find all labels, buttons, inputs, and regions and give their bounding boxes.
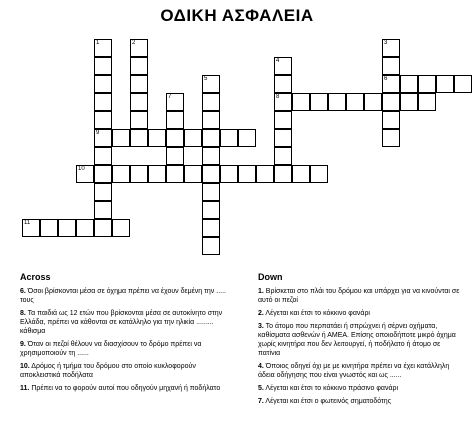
- grid-cell[interactable]: [274, 57, 292, 75]
- clue-number: 1: [96, 40, 100, 46]
- grid-cell[interactable]: [94, 39, 112, 57]
- clue-number: 6: [384, 76, 388, 82]
- grid-cell[interactable]: [382, 39, 400, 57]
- grid-cell[interactable]: [382, 75, 400, 93]
- grid-cell[interactable]: [220, 129, 238, 147]
- grid-cell[interactable]: [202, 219, 220, 237]
- grid-cell[interactable]: [202, 129, 220, 147]
- grid-cell[interactable]: [202, 201, 220, 219]
- grid-cell[interactable]: [274, 165, 292, 183]
- grid-cell[interactable]: [202, 111, 220, 129]
- grid-cell[interactable]: [94, 201, 112, 219]
- clue-across-11: 11. Πρέπει να το φορούν αυτοί που οδηγούν μηχανή ή ποδήλατο: [20, 385, 221, 392]
- grid-cell[interactable]: [148, 129, 166, 147]
- grid-cell[interactable]: [382, 93, 400, 111]
- grid-cell[interactable]: [310, 93, 328, 111]
- down-heading: Down: [258, 272, 283, 282]
- grid-cell[interactable]: [130, 165, 148, 183]
- grid-cell[interactable]: [112, 165, 130, 183]
- grid-cell[interactable]: [58, 219, 76, 237]
- clue-down-4: 4. Όποιος οδηγεί όχι με με κινητήρα πρέπει να έχει κατάλληλη άδεια οδήγησης που είναι γνωστός και ως ......: [258, 363, 450, 379]
- grid-cell[interactable]: [382, 129, 400, 147]
- grid-cell[interactable]: [274, 111, 292, 129]
- grid-cell[interactable]: [292, 165, 310, 183]
- grid-cell[interactable]: [202, 75, 220, 93]
- grid-cell[interactable]: [94, 165, 112, 183]
- grid-cell[interactable]: [202, 237, 220, 255]
- clue-across-9: 9. Όταν οι πεζοί θέλουν να διασχίσουν το δρόμο πρέπει να χρησιμοποιούν τη ......: [20, 341, 202, 357]
- grid-cell[interactable]: [94, 111, 112, 129]
- grid-cell[interactable]: [418, 93, 436, 111]
- clue-number: 2: [132, 40, 136, 46]
- across-heading: Across: [20, 272, 51, 282]
- clue-number: 11: [24, 220, 31, 226]
- clue-down-7: 7. Λέγεται και έτσι ο φωτεινός σηματοδότης: [258, 398, 392, 405]
- grid-cell[interactable]: [76, 219, 94, 237]
- grid-cell[interactable]: [418, 75, 436, 93]
- grid-cell[interactable]: [382, 57, 400, 75]
- grid-cell[interactable]: [148, 165, 166, 183]
- grid-cell[interactable]: [94, 57, 112, 75]
- clue-number: 5: [204, 76, 208, 82]
- grid-cell[interactable]: [166, 93, 184, 111]
- clue-number: 9: [96, 130, 100, 136]
- grid-cell[interactable]: [166, 165, 184, 183]
- puzzle-title: ΟΔΙΚΗ ΑΣΦΑΛΕΙΑ: [160, 6, 314, 25]
- grid-cell[interactable]: [364, 93, 382, 111]
- grid-cell[interactable]: [94, 75, 112, 93]
- across-clues: [20, 273, 228, 397]
- grid-cell[interactable]: [382, 111, 400, 129]
- grid-cell[interactable]: [76, 165, 94, 183]
- clue-number: 7: [168, 94, 172, 100]
- grid-cell[interactable]: [274, 93, 292, 111]
- clue-down-1: 1. Βρίσκεται στο πλάι του δρόμου και υπάρχει για να κινούνται σε αυτό οι πεζοί: [258, 288, 460, 304]
- grid-cell[interactable]: [346, 93, 364, 111]
- grid-cell[interactable]: [94, 219, 112, 237]
- grid-cell[interactable]: [202, 147, 220, 165]
- grid-cell[interactable]: [130, 111, 148, 129]
- grid-cell[interactable]: [436, 75, 454, 93]
- grid-cell[interactable]: [112, 129, 130, 147]
- grid-cell[interactable]: [292, 93, 310, 111]
- grid-cell[interactable]: [202, 93, 220, 111]
- clue-across-6: 6. Όσοι βρίσκονται μέσα σε όχημα πρέπει να έχουν δεμένη την ..... τους: [20, 288, 226, 304]
- grid-cell[interactable]: [400, 93, 418, 111]
- clue-across-8: 8. Τα παιδιά ως 12 ετών που βρίσκονται μέσα σε αυτοκίνητο στην Ελλάδα, πρέπει να κάθονται σε κατάλληλο για την ηλικία ......... κάθισμα: [20, 310, 223, 335]
- grid-cell[interactable]: [94, 183, 112, 201]
- clue-number: 8: [276, 94, 280, 100]
- grid-cell[interactable]: [202, 183, 220, 201]
- grid-cell[interactable]: [238, 129, 256, 147]
- clue-across-10: 10. Δρόμος ή τμήμα του δρόμου στο οποίο κυκλοφορούν αποκλειστικά ποδήλατα: [20, 363, 196, 379]
- grid-cell[interactable]: [130, 75, 148, 93]
- clue-number: 4: [276, 58, 280, 64]
- grid-cell[interactable]: [166, 147, 184, 165]
- grid-cell[interactable]: [130, 57, 148, 75]
- grid-cell[interactable]: [220, 165, 238, 183]
- grid-cell[interactable]: [94, 93, 112, 111]
- grid-cell[interactable]: [112, 219, 130, 237]
- grid-cell[interactable]: [328, 93, 346, 111]
- clue-number: 3: [384, 40, 388, 46]
- grid-cell[interactable]: [184, 165, 202, 183]
- grid-cell[interactable]: [166, 129, 184, 147]
- grid-cell[interactable]: [40, 219, 58, 237]
- grid-cell[interactable]: [274, 147, 292, 165]
- grid-cell[interactable]: [94, 129, 112, 147]
- grid-cell[interactable]: [256, 165, 274, 183]
- grid-cell[interactable]: [202, 165, 220, 183]
- grid-cell[interactable]: [454, 75, 472, 93]
- grid-cell[interactable]: [130, 129, 148, 147]
- grid-cell[interactable]: [130, 39, 148, 57]
- clue-number: 10: [78, 166, 85, 172]
- grid-cell[interactable]: [130, 93, 148, 111]
- grid-cell[interactable]: [22, 219, 40, 237]
- clue-down-5: 5. Λέγεται και έτσι το κόκκινο πράσινο φανάρι: [258, 385, 399, 392]
- grid-cell[interactable]: [310, 165, 328, 183]
- grid-cell[interactable]: [94, 147, 112, 165]
- clue-down-2: 2. Λέγεται και έτσι το κόκκινο φανάρι: [258, 310, 370, 317]
- grid-cell[interactable]: [400, 75, 418, 93]
- grid-cell[interactable]: [166, 111, 184, 129]
- clue-down-3: 3. Το άτομο που περπατάει ή σπρώχνει ή σέρνει οχήματα, καθίσματα ασθενών ή ΑΜΕΑ. Επίσης οποιοδήποτε μικρό όχημα χωρίς κινητήρα που δεν λειτουργεί, ή ποδήλατο ή άτομο σε πατίνια: [258, 323, 456, 357]
- grid-cell[interactable]: [184, 129, 202, 147]
- grid-cell[interactable]: [238, 165, 256, 183]
- grid-cell[interactable]: [274, 129, 292, 147]
- down-clues: [258, 273, 464, 410]
- grid-cell[interactable]: [274, 75, 292, 93]
